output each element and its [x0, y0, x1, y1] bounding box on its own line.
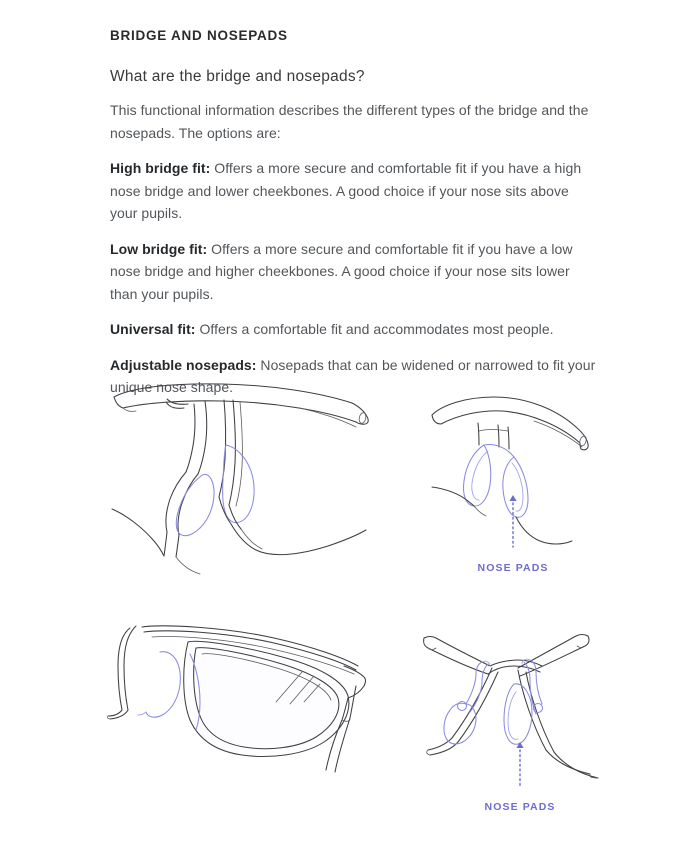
intro-paragraph: This functional information describes the different types of the bridge and the nosepads. The options are:: [110, 102, 589, 141]
option-term: Low bridge fit:: [110, 240, 208, 257]
lens-and-frame: [184, 641, 349, 756]
left-temple-arm: [424, 637, 490, 675]
adjustable-nose-pads-illustration: [414, 610, 614, 825]
article-content: [110, 0, 597, 399]
option-description: Nosepads that can be widened or narrowed to fit your unique nose shape.: [110, 356, 596, 395]
left-nose-pad-region: [164, 472, 214, 557]
page-subheading: What are the bridge and nosepads?: [110, 68, 365, 85]
brow-bar: [432, 397, 588, 450]
right-nose-pad-region: [219, 445, 254, 529]
figure-glasses-underside-integrated-bridge: [104, 375, 372, 590]
option-universal-fit: [110, 305, 597, 341]
brow-bar: [488, 660, 542, 674]
section-title: BRIDGE AND NOSEPADS: [110, 28, 288, 43]
option-term: Universal fit:: [110, 321, 196, 337]
figure-glasses-side-angle-view: [104, 610, 372, 775]
option-description: Offers a more secure and comfortable fit if you have a high nose bridge and lower cheekbones. A good choice if your nose sits above your pupils.: [110, 160, 582, 221]
glasses-side-angle-illustration: [104, 610, 372, 775]
option-high-bridge-fit: [110, 144, 597, 225]
nose-pads-closeup-illustration: [424, 377, 614, 577]
option-term: High bridge fit:: [110, 160, 211, 176]
figure-glasses-nose-pads-closeup: [424, 377, 614, 577]
nose-pads-callout: [478, 495, 549, 574]
face-contour-lines: [432, 487, 572, 544]
left-temple-arm: [108, 626, 136, 719]
nose-pads-callout: [485, 742, 556, 813]
option-term: Adjustable nosepads:: [110, 356, 257, 373]
callout-label-nose-pads: NOSE PADS: [484, 801, 556, 813]
face-contour-lines: [112, 509, 366, 574]
callout-label-nose-pads: NOSE PADS: [477, 562, 549, 574]
glasses-underside-illustration: [104, 375, 372, 590]
option-description: Offers a comfortable fit and accommodates most people.: [195, 321, 554, 337]
illustration-gallery: [0, 365, 700, 850]
right-nose-pad: [503, 457, 528, 517]
left-bridge-arm: [166, 399, 188, 408]
left-nose-pad: [463, 445, 514, 507]
figure-glasses-adjustable-nose-pads: [414, 610, 614, 825]
option-description: Offers a more secure and comfortable fit if you have a low nose bridge and higher cheekbones. A good choice if your nose sits lower than your pupils.: [110, 240, 573, 302]
option-low-bridge-fit: [110, 225, 597, 306]
